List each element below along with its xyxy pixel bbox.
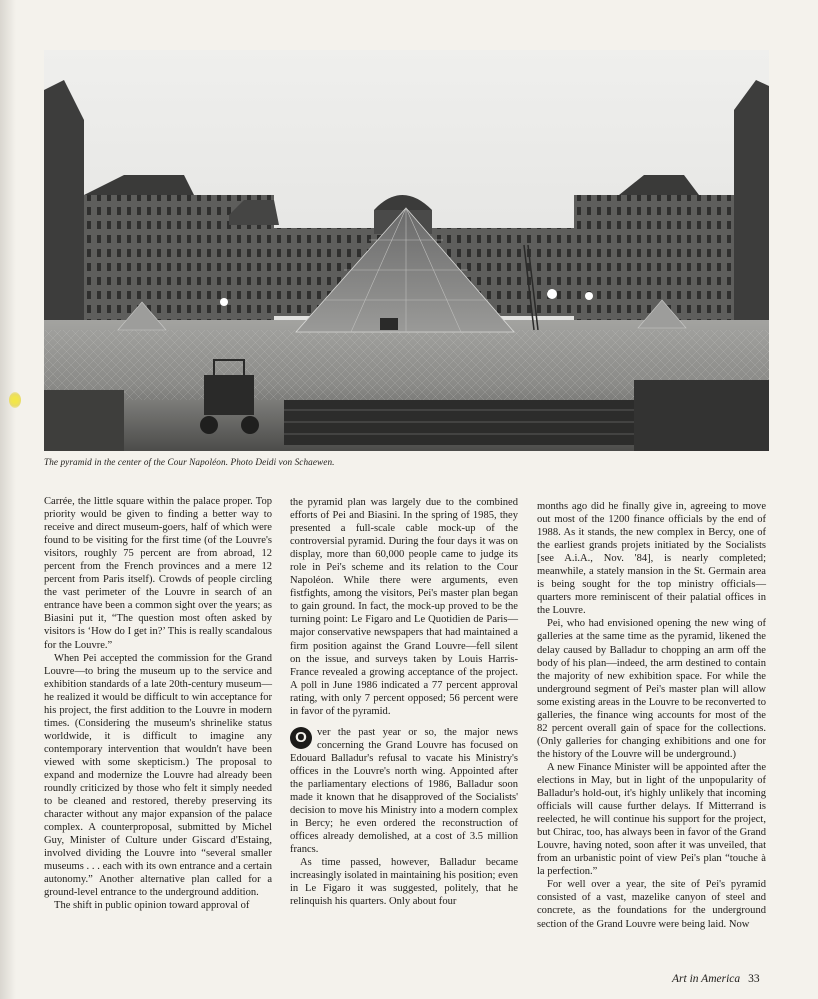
louvre-pyramid-photo: [44, 50, 769, 451]
paragraph: When Pei accepted the commission for the Grand Louvre—to bring the museum up to the service and exhibition standards of a late 20th-century museum—he realized it would be difficult to win acceptance for his project, the first addition to the Louvre in modern times. (Considering the museum's shrinelike status worldwide, it is difficult to imagine any contemporary intervention that wouldn't have been viewed with some skepticism.) The proposal to expand and modernize the Louvre had already been roundly criticized by those who felt it simply needed to be cleaned and restored, thereby preserving its character without any major expansion of the palace complex. A counterproposal, submitted by Michel Guy, Minister of Culture under Giscard d'Estaing, involved dividing the Louvre into “several smaller museums . . . each with its own entrance and a certain autonomy.” Another alternative plan called for a ground-level entrance to the underground addition.: [44, 652, 272, 899]
page-footer: [672, 973, 760, 985]
page-number: 33: [748, 973, 760, 985]
magazine-name: Art in America: [672, 973, 741, 985]
paragraph: Carrée, the little square within the palace proper. Top priority would be given to finding a better way to receive and direct museum-goers, half of which were found to be visiting for the first time (of the Louvre's visitors, roughly 75 percent are from abroad, 12 percent from the French provinces and a mere 12 percent from Paris itself). Crowds of people circling the vast perimeter of the Louvre in search of an entrance have been a common sight over the years; as Biasini put it, “The question most often asked by visitors is ‘How do I get in?’ This is really scandalous for the Louvre.”: [44, 496, 272, 651]
page-gutter-shadow: [0, 0, 16, 999]
section-opening-paragraph: [290, 726, 518, 856]
paragraph-text: ver the past year or so, the major news concerning the Grand Louvre has focused on Edouard Balladur's refusal to vacate his Ministry's offices in the Louvre's north wing. Appointed after the parliamentary elections of 1986, Balladur soon made it known that he disapproved of the Socialists' decision to move his Ministry into a modern complex in Bercy; he even ordered the reconstruction of offices already demolished, at a cost of 3.5 million francs.: [290, 726, 518, 856]
section-spacer: [290, 718, 518, 726]
paragraph: For well over a year, the site of Pei's pyramid consisted of a vast, mazelike canyon of steel and concrete, as the foundations for the underground section of the Grand Louvre were being laid. Now: [537, 879, 766, 930]
article-column-3: [537, 500, 766, 931]
paragraph: the pyramid plan was largely due to the combined efforts of Pei and Biasini. In the spring of 1985, they presented a full-scale cable mock-up of the controversial pyramid. During the four days it was on display, more than 60,000 people came to judge its role in Pei's scheme and its relation to the Cour Napoléon. While there were arguments, even fistfights, among the visitors, Pei's master plan began to gain ground. In fact, the mock-up proved to be the turning point: Le Figaro and Le Quotidien de Paris—major conservative newspapers that had maintained a firm position against the Grand Louvre—fell silent on the issue, and surveys taken by Louis Harris-France revealed a growing acceptance of the project. A poll in June 1986 indicated a 77 percent approval rating, with only 7 percent opposed; 56 percent were in favor of the pyramid.: [290, 497, 518, 717]
article-column-1: [44, 495, 272, 913]
dropcap-letter: O: [290, 727, 312, 749]
paragraph: A new Finance Minister will be appointed after the elections in May, but in light of the unpopularity of Balladur's hold-out, it's highly unlikely that incoming officials will cause further delays. If Mitterrand is reelected, he will continue his support for the project, but Chirac, too, has always been in favor of the Grand Louvre, having noted, soon after it was unveiled, that from an urbanistic point of view Pei's plan “touche à la perfection.”: [537, 761, 766, 878]
paragraph: months ago did he finally give in, agreeing to move out most of the 1200 finance officials by the end of 1988. As it stands, the new complex in Bercy, one of the earliest grands projets initiated by the Socialists [see A.i.A., Nov. '84], is nearly completed; meanwhile, a stately mansion in the St. Germain area is being sought for the top ministry officials—quarters more reminiscent of their palatial offices in the Louvre.: [537, 501, 766, 617]
paragraph: Pei, who had envisioned opening the new wing of galleries at the same time as the pyramid, likened the delay caused by Balladur to chopping an arm off the body of his plan—indeed, the arm destined to contain the majority of new exhibition space. For while the underground segment of Pei's master plan will allow some existing areas in the Louvre to be reconverted to galleries, the finance wing accounts for most of the 82 percent overall gain of space for the collections. (Only galleries for changing exhibitions and one for the history of the Louvre will be underground.): [537, 618, 766, 760]
paper-stain: [9, 392, 21, 408]
photo-caption: The pyramid in the center of the Cour Napoléon. Photo Deidi von Schaewen.: [44, 457, 335, 467]
article-column-2: [290, 496, 518, 908]
paragraph: The shift in public opinion toward approval of: [54, 900, 250, 912]
paragraph: As time passed, however, Balladur became increasingly isolated in maintaining his position; even in Le Figaro it was suggested, politely, that he relinquish his quarters. Only about four: [290, 857, 518, 908]
